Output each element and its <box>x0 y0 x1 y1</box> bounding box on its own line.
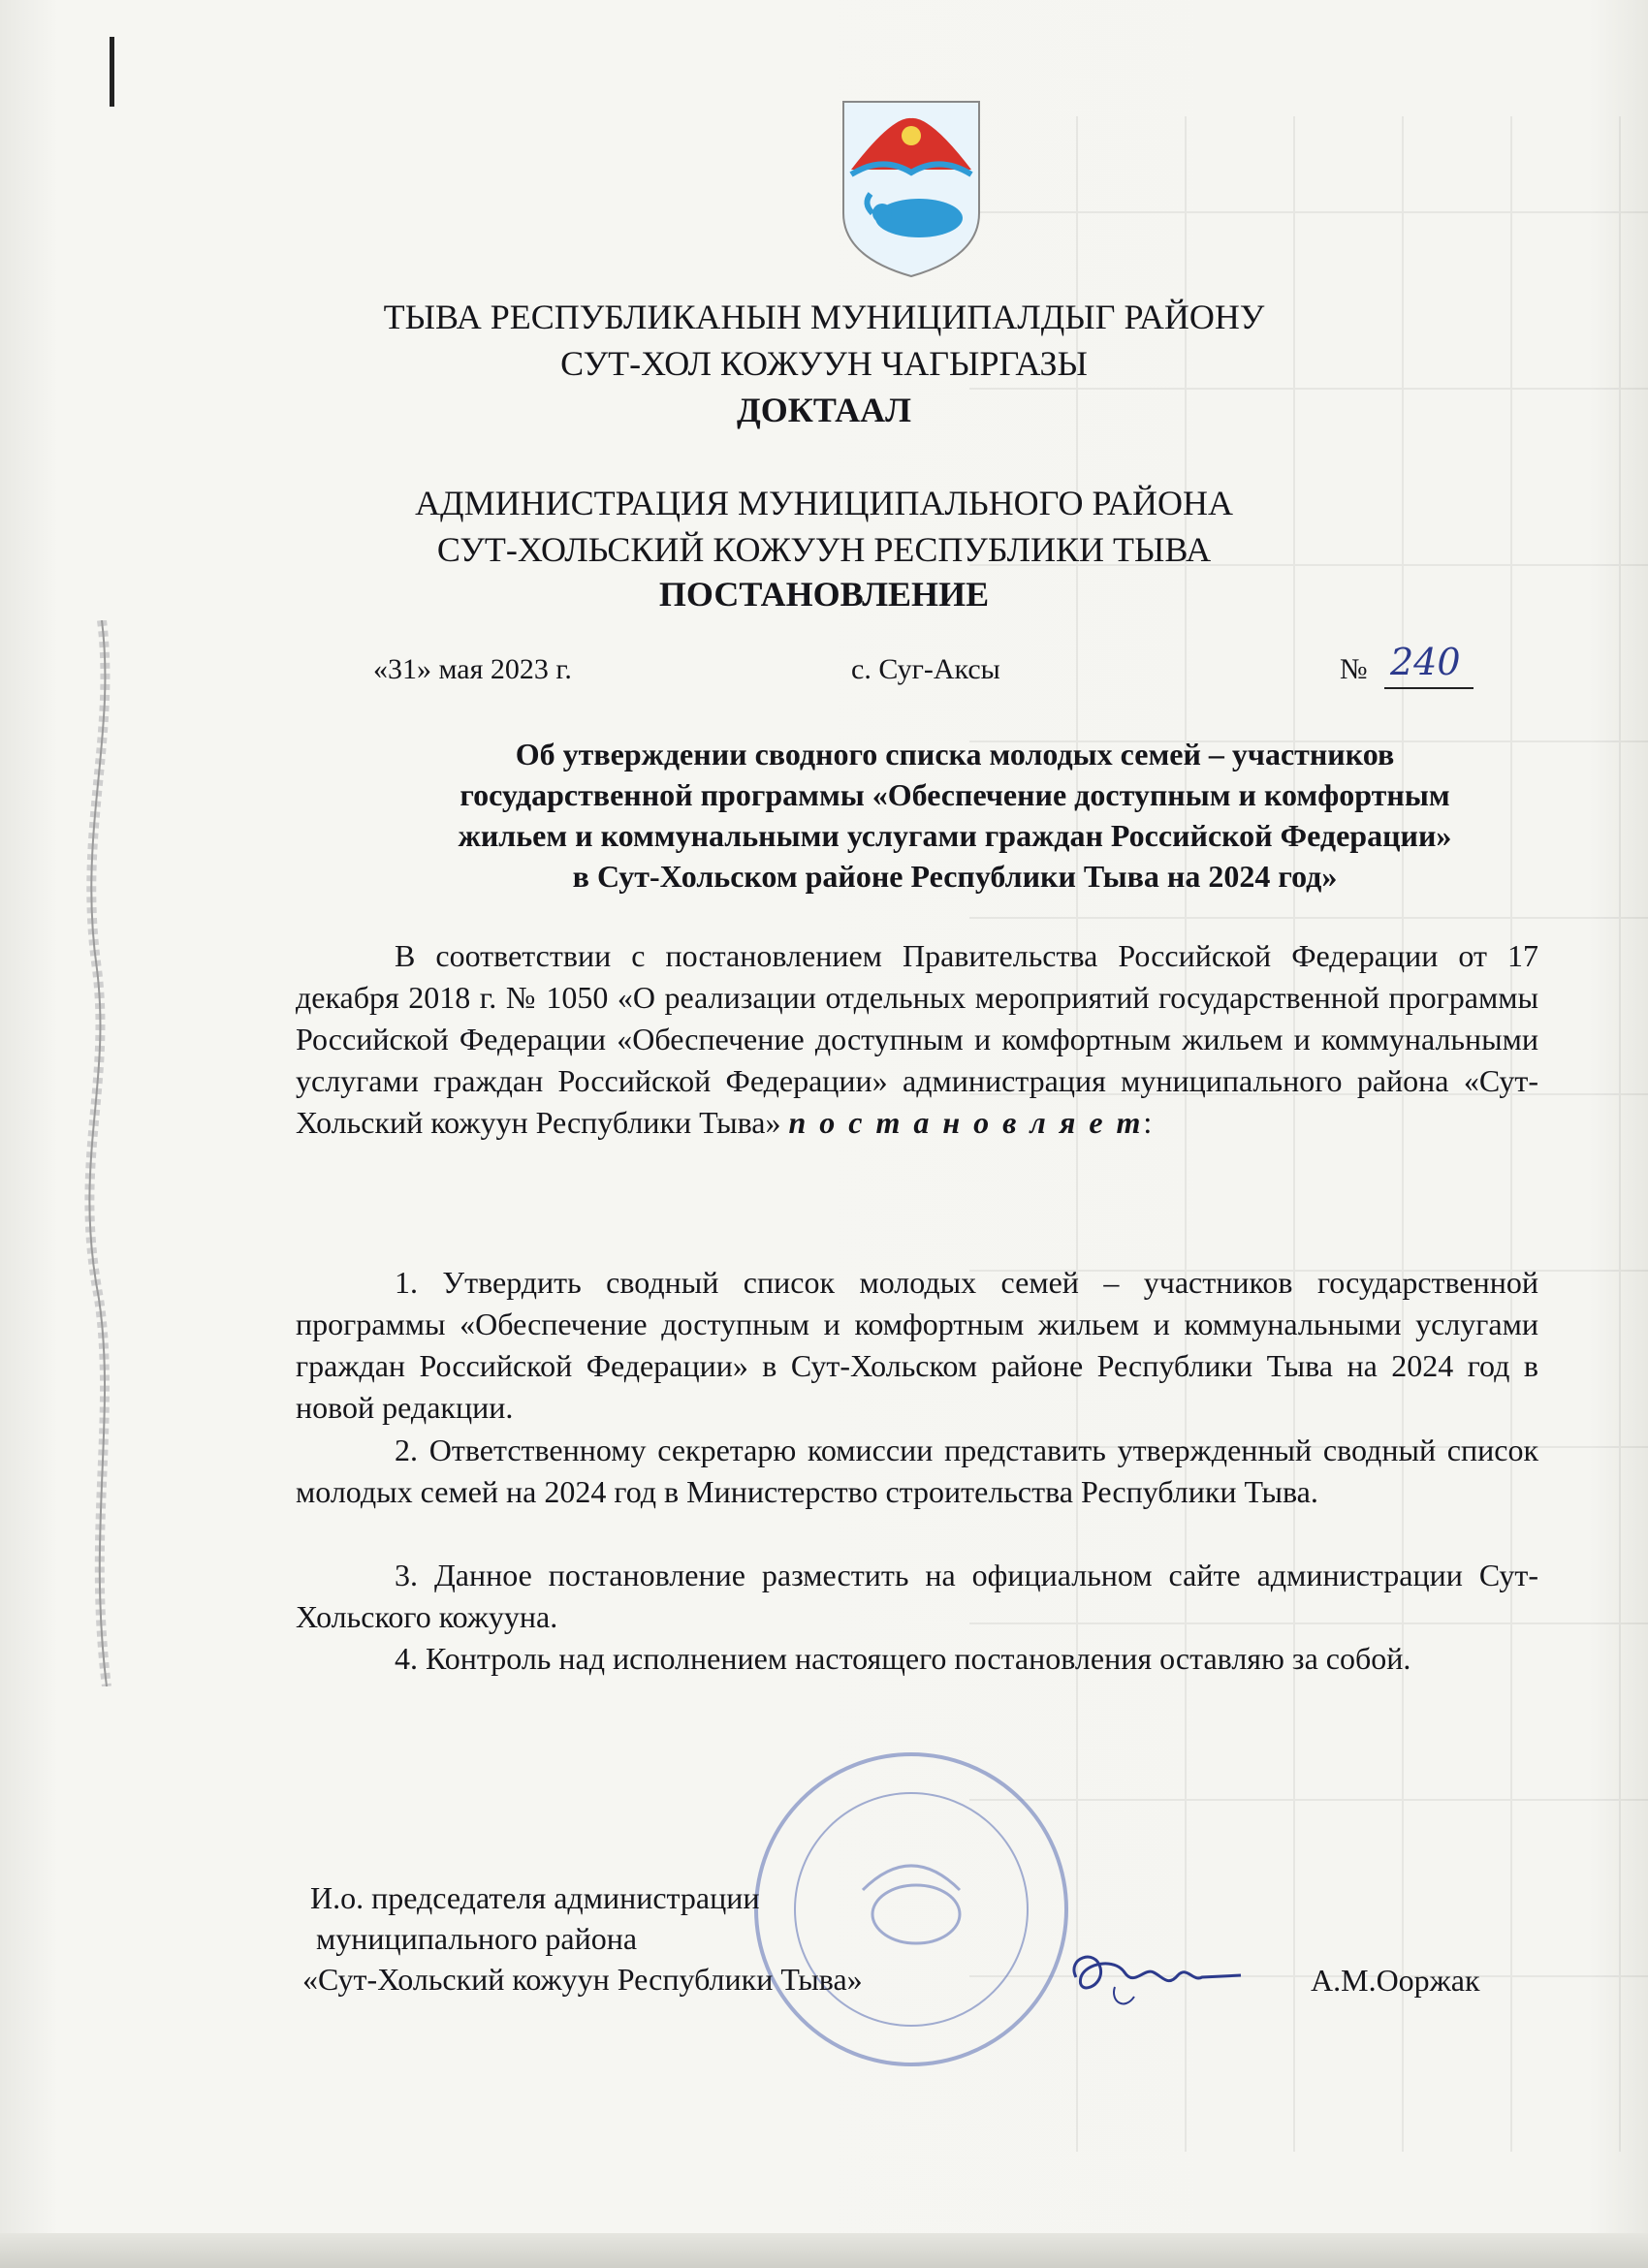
decree-word: п о с т а н о в л я е т <box>788 1105 1144 1140</box>
item-paragraph-3: 3. Данное постановление разместить на официальном сайте администрации Сут-Хольского кожууна. <box>296 1558 1538 1634</box>
number-label: № <box>1340 653 1368 685</box>
tuvan-header-line1: ТЫВА РЕСПУБЛИКАНЫН МУНИЦИПАЛДЫГ РАЙОНУ <box>383 298 1265 336</box>
preamble-text: В соответствии с постановлением Правительства Российской Федерации от 17 декабря 2018 г. № 1050 «О реализации отдельных мероприятий государственной программы Российской Федерации «Обеспечение доступным и комфортным жильем и коммунальными услугами граждан Российской Федерации» администрация муниципального района «Сут-Хольский кожуун Республики Тыва» <box>296 938 1538 1140</box>
coat-of-arms-emblem <box>834 97 989 281</box>
russian-header-line2: СУТ-ХОЛЬСКИЙ КОЖУУН РЕСПУБЛИКИ ТЫВА <box>436 530 1212 569</box>
position-line: И.о. председателя администрации <box>310 1880 760 1915</box>
preamble-end: : <box>1143 1105 1153 1140</box>
russian-doc-type: ПОСТАНОВЛЕНИЕ <box>658 575 990 614</box>
title-line: государственной программы «Обеспечение доступным и комфортным <box>460 777 1450 812</box>
position-line: «Сут-Хольский кожуун Республики Тыва» <box>302 1962 863 1997</box>
handwritten-number <box>1386 638 1474 686</box>
tuvan-header-line2: СУТ-ХОЛ КОЖУУН ЧАГЫРГАЗЫ <box>560 344 1088 383</box>
svg-text:240: 240 <box>1390 641 1461 683</box>
russian-header-line1: АДМИНИСТРАЦИЯ МУНИЦИПАЛЬНОГО РАЙОНА <box>415 484 1233 522</box>
document-date: «31» мая 2023 г. <box>373 653 572 685</box>
document-title <box>368 734 1541 897</box>
position-line: муниципального района <box>316 1921 638 1956</box>
page-bottom-edge <box>0 2233 1648 2268</box>
document-place: с. Суг-Аксы <box>851 653 1000 685</box>
tuvan-doc-type: ДОКТААЛ <box>737 391 911 429</box>
number-underline <box>1384 687 1474 689</box>
handwritten-signature <box>1057 1929 1251 2021</box>
title-line: в Сут-Хольском районе Республики Тыва на 2024 год» <box>572 859 1338 894</box>
signatory-position <box>302 1877 863 2000</box>
margin-mark <box>110 37 114 107</box>
item-paragraph-2: 2. Ответственному секретарю комиссии представить утвержденный сводный список молодых семей на 2024 год в Министерство строительства Республики Тыва. <box>296 1433 1538 1509</box>
item-paragraph-1: 1. Утвердить сводный список молодых семей – участников государственной программы «Обеспечение доступным и комфортным жильем и коммунальными услугами граждан Российской Федерации» в Сут-Хольском районе Республики Тыва на 2024 год в новой редакции. <box>296 1265 1538 1425</box>
signatory-name: А.М.Ооржак <box>1311 1963 1480 1998</box>
item-paragraph-4: 4. Контроль над исполнением настоящего постановления оставляю за собой. <box>395 1641 1411 1676</box>
title-line: жильем и коммунальными услугами граждан Российской Федерации» <box>458 818 1452 853</box>
title-line: Об утверждении сводного списка молодых семей – участников <box>515 737 1395 772</box>
binding-thread <box>58 620 145 1686</box>
preamble-paragraph <box>296 935 1538 1144</box>
